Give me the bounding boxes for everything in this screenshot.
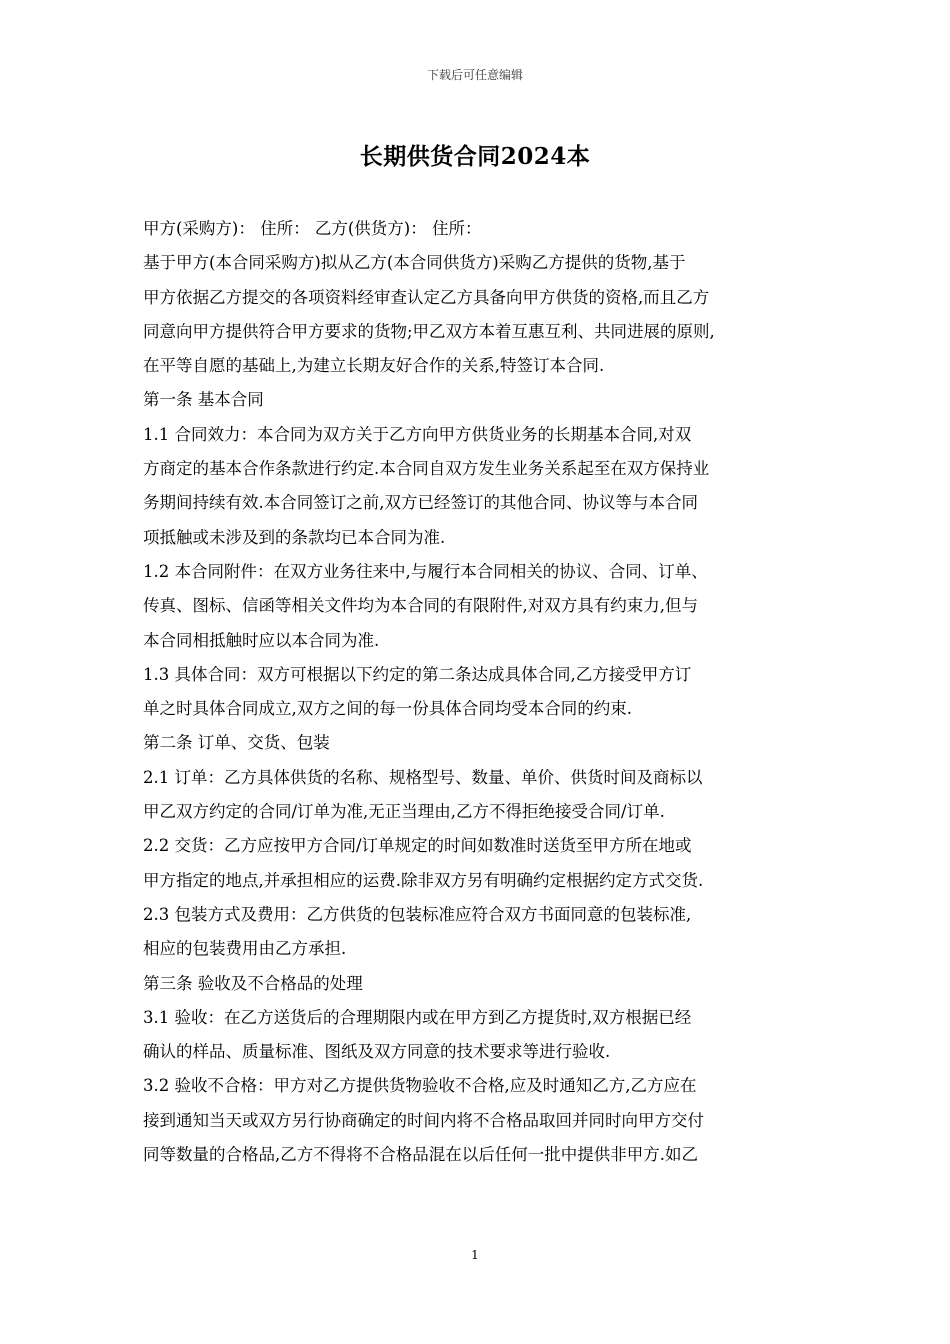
text-line: 2.3 包装方式及费用：乙方供货的包装标准应符合双方书面同意的包装标准, bbox=[143, 904, 692, 924]
text-line: 1.3 具体合同：双方可根据以下约定的第二条达成具体合同,乙方接受甲方订 bbox=[143, 664, 692, 684]
text-line: 3.1 验收：在乙方送货后的合理期限内或在甲方到乙方提货时,双方根据已经 bbox=[143, 1007, 692, 1027]
text-line: 务期间持续有效.本合同签订之前,双方已经签订的其他合同、协议等与本合同 bbox=[143, 493, 698, 513]
text-line: 甲乙双方约定的合同/订单为准,无正当理由,乙方不得拒绝接受合同/订单. bbox=[143, 802, 665, 822]
text-line: 方商定的基本合作条款进行约定.本合同自双方发生业务关系起至在双方保持业 bbox=[143, 459, 710, 479]
text-line: 2.2 交货：乙方应按甲方合同/订单规定的时间如数准时送货至甲方所在地或 bbox=[143, 836, 692, 856]
text-line: 相应的包装费用由乙方承担. bbox=[143, 939, 347, 959]
text-line: 同等数量的合格品,乙方不得将不合格品混在以后任何一批中提供非甲方.如乙 bbox=[143, 1145, 698, 1165]
text-line: 基于甲方(本合同采购方)拟从乙方(本合同供货方)采购乙方提供的货物,基于 bbox=[143, 253, 686, 273]
text-line: 确认的样品、质量标准、图纸及双方同意的技术要求等进行验收. bbox=[143, 1042, 611, 1062]
text-line: 在平等自愿的基础上,为建立长期友好合作的关系,特签订本合同. bbox=[143, 356, 605, 376]
text-line: 甲方依据乙方提交的各项资料经审查认定乙方具备向甲方供货的资格,而且乙方 bbox=[143, 287, 710, 307]
text-line: 项抵触或未涉及到的条款均已本合同为准. bbox=[143, 527, 446, 547]
text-line: 1.1 合同效力：本合同为双方关于乙方向甲方供货业务的长期基本合同,对双 bbox=[143, 424, 692, 444]
text-line: 同意向甲方提供符合甲方要求的货物;甲乙双方本着互惠互利、共同进展的原则, bbox=[143, 321, 715, 341]
text-line: 第二条 订单、交货、包装 bbox=[143, 733, 330, 753]
text-line: 本合同相抵触时应以本合同为准. bbox=[143, 630, 380, 650]
document-title: 长期供货合同2024本 bbox=[359, 143, 591, 170]
text-line: 2.1 订单：乙方具体供货的名称、规格型号、数量、单价、供货时间及商标以 bbox=[143, 767, 703, 787]
text-line: 传真、图标、信函等相关文件均为本合同的有限附件,对双方具有约束力,但与 bbox=[143, 596, 698, 616]
text-line: 单之时具体合同成立,双方之间的每一份具体合同均受本合同的约束. bbox=[143, 699, 632, 719]
page-number: 1 bbox=[471, 1248, 479, 1262]
text-line: 甲方指定的地点,并承担相应的运费.除非双方另有明确约定根据约定方式交货. bbox=[143, 870, 704, 890]
text-line: 甲方(采购方)： 住所： 乙方(供货方)： 住所： bbox=[143, 219, 482, 238]
header-note: 下载后可任意编辑 bbox=[426, 68, 523, 82]
document-body bbox=[143, 212, 815, 1172]
text-line: 3.2 验收不合格：甲方对乙方提供货物验收不合格,应及时通知乙方,乙方应在 bbox=[143, 1076, 697, 1096]
text-line: 接到通知当天或双方另行协商确定的时间内将不合格品取回并同时向甲方交付 bbox=[143, 1110, 704, 1130]
text-line: 1.2 本合同附件：在双方业务往来中,与履行本合同相关的协议、合同、订单、 bbox=[143, 561, 708, 581]
text-line: 第三条 验收及不合格品的处理 bbox=[143, 973, 363, 993]
text-line: 第一条 基本合同 bbox=[143, 390, 264, 410]
